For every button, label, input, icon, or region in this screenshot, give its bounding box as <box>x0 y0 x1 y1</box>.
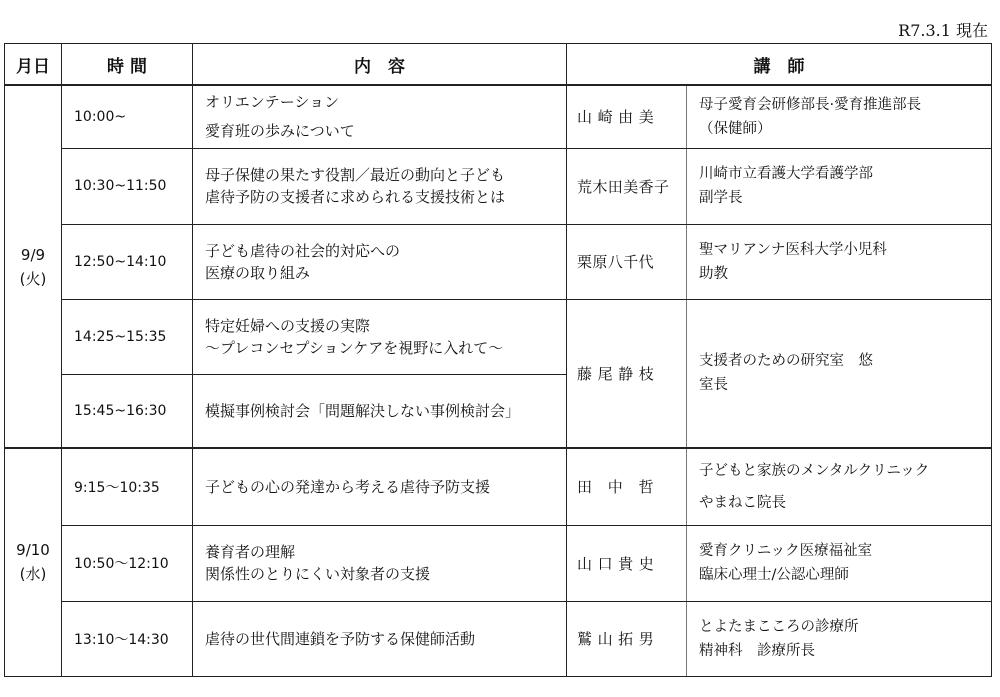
content-line: 母子保健の果たす役割／最近の動向と子ども <box>205 166 506 184</box>
affiliation-cell <box>687 148 992 224</box>
affiliation-line: 臨床心理士/公認心理師 <box>699 567 849 583</box>
header-content: 内 容 <box>193 44 567 86</box>
affiliation-line: 支援者のための研究室 悠 <box>699 353 873 370</box>
date-cell <box>5 448 62 676</box>
content-line: オリエンテーション <box>205 92 340 111</box>
header-row <box>5 44 992 86</box>
lecturer-name: 栗原八千代 <box>567 224 687 299</box>
time-cell: 9:15～10:35 <box>62 448 193 525</box>
time-cell: 13:10～14:30 <box>62 601 193 676</box>
table-row <box>5 224 992 299</box>
time-cell: 14:25~15:35 <box>62 299 193 374</box>
content-cell <box>193 224 567 299</box>
content-line: 虐待予防の支援者に求められる支援技術とは <box>205 188 506 206</box>
affiliation-line: 助教 <box>699 265 728 282</box>
time-cell: 10:50～12:10 <box>62 525 193 601</box>
time-cell: 15:45~16:30 <box>62 374 193 448</box>
affiliation-line: とよたまこころの診療所 <box>699 618 859 635</box>
date-label: 9/10 <box>16 541 50 560</box>
affiliation-cell <box>687 448 992 525</box>
date-label: 9/9 <box>20 245 46 264</box>
content-line: 愛育班の歩みについて <box>205 121 355 140</box>
header-lecturer: 講 師 <box>567 44 992 86</box>
content-line: 模擬事例検討会「問題解決しない事例検討会」 <box>205 401 521 420</box>
content-line: 特定妊婦への支援の実際 <box>205 316 371 335</box>
content-cell <box>193 601 567 676</box>
affiliation-line: やまねこ院長 <box>699 494 786 511</box>
content-line: 医療の取り組み <box>205 263 311 282</box>
affiliation-cell <box>687 525 992 601</box>
time-cell: 12:50~14:10 <box>62 224 193 299</box>
content-cell <box>193 525 567 601</box>
lecturer-name: 藤 尾 静 枝 <box>567 299 687 448</box>
header-date: 月日 <box>5 44 62 86</box>
affiliation-cell <box>687 224 992 299</box>
content-line: 関係性のとりにくい対象者の支援 <box>205 565 431 583</box>
time-cell: 10:30~11:50 <box>62 148 193 224</box>
table-row <box>5 148 992 224</box>
table-row <box>5 448 992 525</box>
affiliation-cell <box>687 85 992 148</box>
table-row <box>5 299 992 374</box>
affiliation-line: （保健師） <box>699 120 772 137</box>
date-cell <box>5 85 62 448</box>
content-line: ～プレコンセプションケアを視野に入れて～ <box>205 338 504 357</box>
affiliation-line: 川崎市立看護大学看護学部 <box>699 166 873 182</box>
content-line: 虐待の世代間連鎖を予防する保健師活動 <box>205 629 476 648</box>
affiliation-line: 副学長 <box>699 190 743 206</box>
lecturer-name: 鷲 山 拓 男 <box>567 601 687 676</box>
affiliation-line: 母子愛育会研修部長·愛育推進部長 <box>699 96 922 113</box>
content-cell <box>193 148 567 224</box>
table-row <box>5 525 992 601</box>
header-time: 時 間 <box>62 44 193 86</box>
content-cell <box>193 448 567 525</box>
lecturer-name: 山 口 貴 史 <box>567 525 687 601</box>
table-row <box>5 601 992 676</box>
content-cell <box>193 374 567 448</box>
content-line: 子どもの心の発達から考える虐待予防支援 <box>205 477 491 496</box>
weekday-label: (水) <box>19 565 47 584</box>
affiliation-cell <box>687 601 992 676</box>
time-cell: 10:00~ <box>62 85 193 148</box>
affiliation-line: 室長 <box>699 377 728 394</box>
lecturer-name: 田 中 哲 <box>567 448 687 525</box>
affiliation-cell <box>687 299 992 448</box>
as-of-date: R7.3.1 現在 <box>898 21 988 40</box>
affiliation-line: 子どもと家族のメンタルクリニック <box>699 462 930 479</box>
content-cell <box>193 299 567 374</box>
lecturer-name: 山 崎 由 美 <box>567 85 687 148</box>
affiliation-line: 聖マリアンナ医科大学小児科 <box>699 241 887 258</box>
content-line: 養育者の理解 <box>205 543 296 561</box>
affiliation-line: 愛育クリニック医療福祉室 <box>699 543 873 559</box>
lecturer-name: 荒木田美香子 <box>567 148 687 224</box>
schedule-table <box>4 43 992 677</box>
table-row <box>5 85 992 148</box>
content-cell <box>193 85 567 148</box>
affiliation-line: 精神科 診療所長 <box>699 642 815 659</box>
weekday-label: (火) <box>19 269 47 288</box>
content-line: 子ども虐待の社会的対応への <box>205 241 401 260</box>
